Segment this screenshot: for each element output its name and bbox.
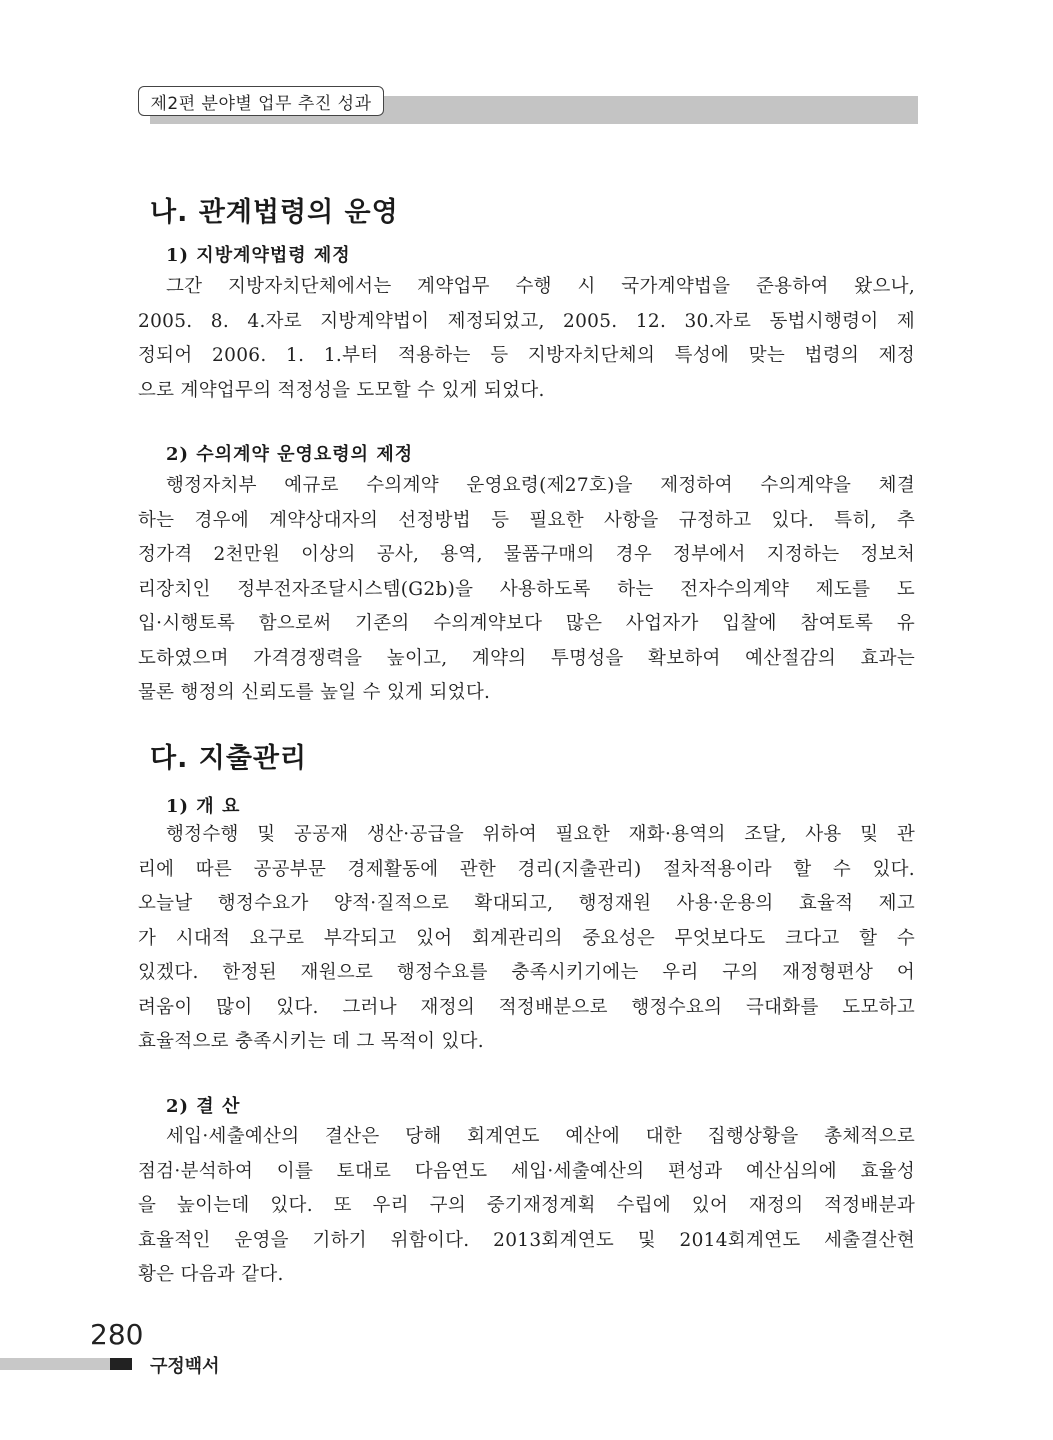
paragraph-line: 세입·세출예산의 결산은 당해 회계연도 예산에 대한 집행상황을 총체적으로 <box>166 1126 915 1147</box>
paragraph-line: 효율적으로 충족시키는 데 그 목적이 있다. <box>138 1031 484 1052</box>
paragraph-line: 행정수행 및 공공재 생산·공급을 위하여 필요한 재화·용역의 조달, 사용 및 관 <box>166 824 915 845</box>
paragraph-line: 있겠다. 한정된 재원으로 행정수요를 충족시키기에는 우리 구의 재정형편상 어 <box>138 962 915 983</box>
paragraph-line: 으로 계약업무의 적정성을 도모할 수 있게 되었다. <box>138 379 545 401</box>
paragraph <box>138 270 915 408</box>
paragraph-line: 가 시대적 요구로 부각되고 있어 회계관리의 중요성은 무엇보다도 크다고 할 수 <box>138 927 915 949</box>
paragraph-line: 리장치인 정부전자조달시스템(G2b)을 사용하도록 하는 전자수의계약 제도를 도 <box>138 578 915 600</box>
section-title: 다. 지출관리 <box>150 743 308 774</box>
paragraph-line: 2005. 8. 4.자로 지방계약법이 제정되었고, 2005. 12. 30.자로 동법시행령이 제 <box>138 310 915 332</box>
paragraph-line: 오늘날 행정수요가 양적·질적으로 확대되고, 행정재원 사용·운용의 효율적 제고 <box>138 893 915 914</box>
footer-bar <box>0 1358 110 1370</box>
page-number: 280 <box>90 1318 144 1351</box>
paragraph-line: 효율적인 운영을 기하기 위함이다. 2013회계연도 및 2014회계연도 세출결산현 <box>138 1229 915 1251</box>
paragraph-line: 려움이 많이 있다. 그러나 재정의 적정배분으로 행정수요의 극대화를 도모하고 <box>138 996 915 1018</box>
section-title: 나. 관계법령의 운영 <box>150 197 399 228</box>
footer-marker <box>110 1358 132 1370</box>
paragraph-line: 입·시행토록 함으로써 기존의 수의계약보다 많은 사업자가 입찰에 참여토록 유 <box>138 613 915 634</box>
section-label: 제2편 분야별 업무 추진 성과 <box>138 86 384 116</box>
paragraph-line: 정되어 2006. 1. 1.부터 적용하는 등 지방자치단체의 특성에 맞는 법령의 제정 <box>138 345 915 366</box>
paragraph-line: 하는 경우에 계약상대자의 선정방법 등 필요한 사항을 규정하고 있다. 특히, 추 <box>138 509 915 531</box>
subsection-title: 2) 결 산 <box>166 1096 241 1117</box>
paragraph-line: 리에 따른 공공부문 경제활동에 관한 경리(지출관리) 절차적용이라 할 수 있다. <box>138 858 915 880</box>
subsection-title: 1) 개 요 <box>166 796 241 817</box>
paragraph <box>138 818 915 1060</box>
paragraph-line: 정가격 2천만원 이상의 공사, 용역, 물품구매의 경우 정부에서 지정하는 정보처 <box>138 544 915 565</box>
paragraph-line: 을 높이는데 있다. 또 우리 구의 중기재정계획 수립에 있어 재정의 적정배분과 <box>138 1195 915 1216</box>
paragraph-line: 그간 지방자치단체에서는 계약업무 수행 시 국가계약법을 준용하여 왔으나, <box>166 276 915 297</box>
paragraph-line: 물론 행정의 신뢰도를 높일 수 있게 되었다. <box>138 682 491 703</box>
subsection-title: 1) 지방계약법령 제정 <box>166 245 351 266</box>
subsection-title: 2) 수의계약 운영요령의 제정 <box>166 444 414 465</box>
paragraph <box>138 1120 915 1293</box>
paragraph-line: 황은 다음과 같다. <box>138 1264 284 1285</box>
paragraph <box>138 469 915 711</box>
paragraph-line: 행정자치부 예규로 수의계약 운영요령(제27호)을 제정하여 수의계약을 체결 <box>166 475 915 496</box>
book-title: 구정백서 <box>150 1356 220 1377</box>
paragraph-line: 점검·분석하여 이를 토대로 다음연도 세입·세출예산의 편성과 예산심의에 효율성 <box>138 1160 915 1182</box>
paragraph-line: 도하였으며 가격경쟁력을 높이고, 계약의 투명성을 확보하여 예산절감의 효과는 <box>138 647 915 669</box>
